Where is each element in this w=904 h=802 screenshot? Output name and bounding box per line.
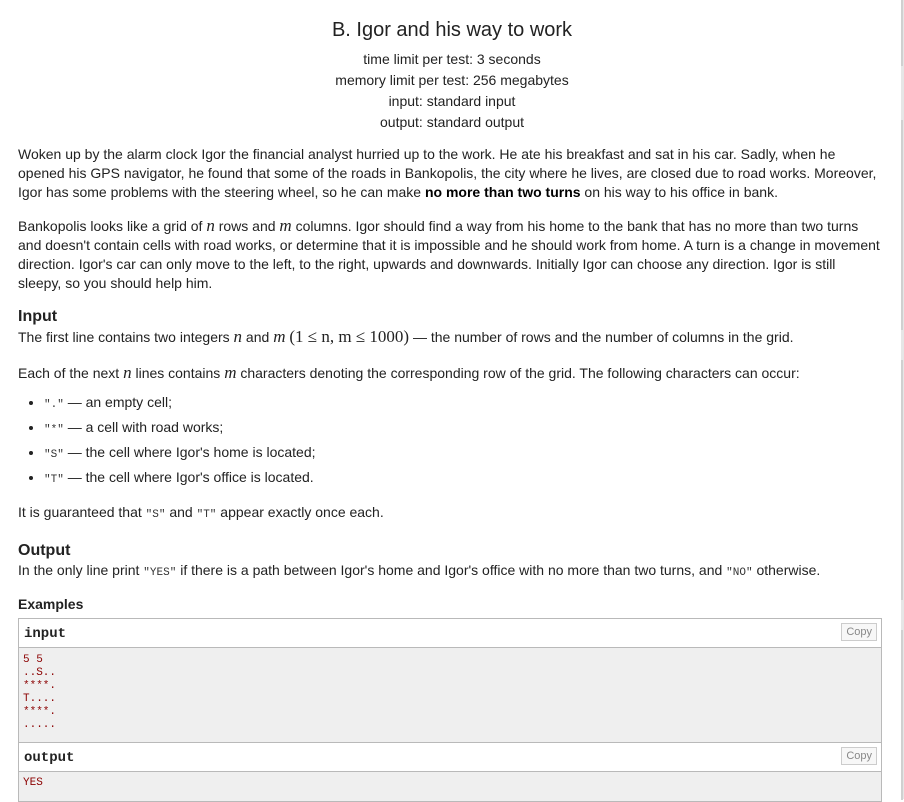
input-text: characters denoting the corresponding row of the grid. The following characters can occur: xyxy=(236,365,800,381)
input-text: Each of the next xyxy=(18,365,124,381)
guarantee-paragraph xyxy=(18,503,882,525)
legend-text: on his way to his office in bank. xyxy=(580,184,778,200)
char-desc: — the cell where Igor's office is located. xyxy=(63,469,314,485)
char-code: "S" xyxy=(145,509,166,521)
legend-bold-text: no more than two turns xyxy=(424,184,581,200)
output-section-title: Output xyxy=(18,542,71,559)
example-block xyxy=(18,618,882,802)
copy-output-button[interactable]: Copy xyxy=(841,747,877,765)
math-n: n xyxy=(206,216,215,235)
problem-title: B. Igor and his way to work xyxy=(331,19,573,41)
example-input-content: 5 5 ..S.. ****. T.... ****. ..... xyxy=(19,648,881,743)
input-text: and xyxy=(242,329,274,345)
example-output-content: YES xyxy=(19,772,881,801)
math-n: n xyxy=(233,327,243,346)
character-list xyxy=(18,391,882,491)
math-m: m xyxy=(273,327,286,346)
char-desc: — an empty cell; xyxy=(63,394,172,410)
legend-text: Woken up by the alarm clock Igor the financial analyst hurried up to the work. He ate his breakfast and sat in his car. Sadly, when he opened his GPS navigator, he found that some of the roads in Bankopolis, the city where he lives, are closed due to road works. Moreover, Igor has some problems with the steering wheel, so he can make xyxy=(18,146,877,200)
input-file: input: standard input xyxy=(388,93,516,109)
input-paragraph-1 xyxy=(18,327,882,347)
math-constraint: (1 ≤ n, m ≤ 1000) xyxy=(289,327,410,346)
math-m: m xyxy=(224,363,237,382)
legend-text: rows and xyxy=(214,218,280,234)
legend-paragraph-2 xyxy=(18,216,882,293)
input-text: The first line contains two integers xyxy=(18,329,234,345)
problem-header xyxy=(0,18,904,133)
output-text: otherwise. xyxy=(752,562,821,578)
problem-body xyxy=(18,145,882,802)
example-input-header xyxy=(19,619,881,648)
input-paragraph-2 xyxy=(18,363,882,383)
guarantee-text: and xyxy=(165,504,197,520)
example-input-label: input xyxy=(24,626,67,642)
memory-limit: memory limit per test: 256 megabytes xyxy=(335,72,569,88)
char-desc: — the cell where Igor's home is located; xyxy=(63,444,316,460)
guarantee-text: appear exactly once each. xyxy=(216,504,384,520)
char-desc: — a cell with road works; xyxy=(63,419,224,435)
list-item xyxy=(44,416,882,441)
list-item xyxy=(44,466,882,491)
legend-text: columns. Igor should find a way from his home to the bank that has no more than two turns and doesn't contain cells with road works, or determine that it is impossible and he should work from home. A turn is a change in movement direction. Igor's car can only move to the left, to the right, upwards and downwards. Initially Igor can choose any direction. Igor is still sleepy, so you should help him. xyxy=(18,218,880,291)
example-output-header xyxy=(19,743,881,772)
char-code: "NO" xyxy=(726,567,753,579)
output-text: In the only line print xyxy=(18,562,144,578)
math-m: m xyxy=(279,216,292,235)
time-limit: time limit per test: 3 seconds xyxy=(363,51,541,67)
output-text: if there is a path between Igor's home and Igor's office with no more than two turns, and xyxy=(176,562,727,578)
char-code: "*" xyxy=(44,424,64,436)
guarantee-text: It is guaranteed that xyxy=(18,504,146,520)
char-code: "T" xyxy=(44,474,64,486)
input-text: — the number of rows and the number of columns in the grid. xyxy=(409,329,794,345)
char-code: "S" xyxy=(44,449,64,461)
char-code: "T" xyxy=(196,509,217,521)
math-n: n xyxy=(123,363,132,382)
examples-title: Examples xyxy=(18,596,84,612)
list-item xyxy=(44,391,882,416)
list-item xyxy=(44,441,882,466)
char-code: "." xyxy=(44,399,64,411)
output-paragraph xyxy=(18,561,882,583)
legend-paragraph-1 xyxy=(18,145,882,202)
example-output-label: output xyxy=(24,750,75,766)
output-file: output: standard output xyxy=(380,114,524,130)
legend-text: Bankopolis looks like a grid of xyxy=(18,218,207,234)
input-text: lines contains xyxy=(131,365,225,381)
char-code: "YES" xyxy=(143,567,177,579)
input-section-title: Input xyxy=(18,308,58,325)
copy-input-button[interactable]: Copy xyxy=(841,623,877,641)
